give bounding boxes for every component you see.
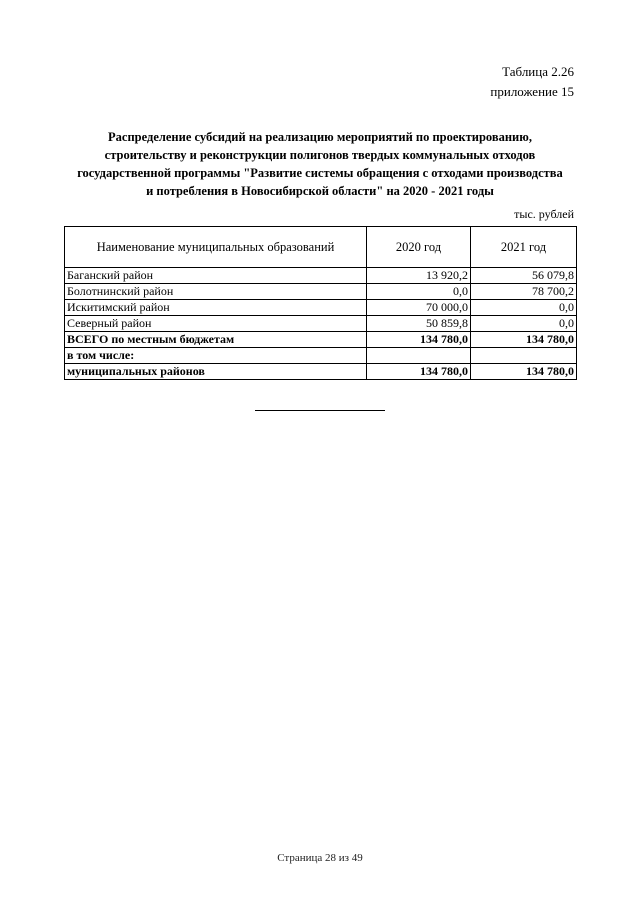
column-header-2020: 2020 год (367, 227, 471, 268)
document-title (64, 128, 576, 200)
total-2020-cell: 134 780,0 (367, 332, 471, 348)
value-2021-cell: 0,0 (471, 316, 577, 332)
title-line: и потребления в Новосибирской области" на 2020 - 2021 годы (146, 184, 494, 198)
table-row (65, 284, 577, 300)
subtotal-2021-cell: 134 780,0 (471, 364, 577, 380)
district-name-cell: Болотнинский район (65, 284, 367, 300)
empty-cell (471, 348, 577, 364)
table-number-label: Таблица 2.26 (502, 64, 574, 79)
total-label-cell: ВСЕГО по местным бюджетам (65, 332, 367, 348)
appendix-label: приложение 15 (490, 84, 574, 99)
table-row (65, 300, 577, 316)
district-name-cell: Искитимский район (65, 300, 367, 316)
page-number: Страница 28 из 49 (277, 852, 363, 864)
value-2021-cell: 56 079,8 (471, 268, 577, 284)
empty-cell (367, 348, 471, 364)
value-2020-cell: 0,0 (367, 284, 471, 300)
title-line: Распределение субсидий на реализацию мероприятий по проектированию, (108, 130, 532, 144)
total-row (65, 332, 577, 348)
value-2021-cell: 0,0 (471, 300, 577, 316)
including-row (65, 348, 577, 364)
table-header-row (65, 227, 577, 268)
value-2020-cell: 50 859,8 (367, 316, 471, 332)
separator-line (255, 410, 385, 411)
table-row (65, 316, 577, 332)
subsidy-table (64, 226, 577, 380)
column-header-name: Наименование муниципальных образований (65, 227, 367, 268)
title-line: строительству и реконструкции полигонов твердых коммунальных отходов (104, 148, 536, 162)
total-2021-cell: 134 780,0 (471, 332, 577, 348)
subtotal-label-cell: муниципальных районов (65, 364, 367, 380)
units-label: тыс. рублей (514, 207, 574, 221)
district-name-cell: Баганский район (65, 268, 367, 284)
value-2020-cell: 13 920,2 (367, 268, 471, 284)
value-2021-cell: 78 700,2 (471, 284, 577, 300)
subtotal-2020-cell: 134 780,0 (367, 364, 471, 380)
subtotal-row (65, 364, 577, 380)
value-2020-cell: 70 000,0 (367, 300, 471, 316)
column-header-2021: 2021 год (471, 227, 577, 268)
title-line: государственной программы "Развитие системы обращения с отходами производства (77, 166, 563, 180)
district-name-cell: Северный район (65, 316, 367, 332)
including-label-cell: в том числе: (65, 348, 367, 364)
table-row (65, 268, 577, 284)
